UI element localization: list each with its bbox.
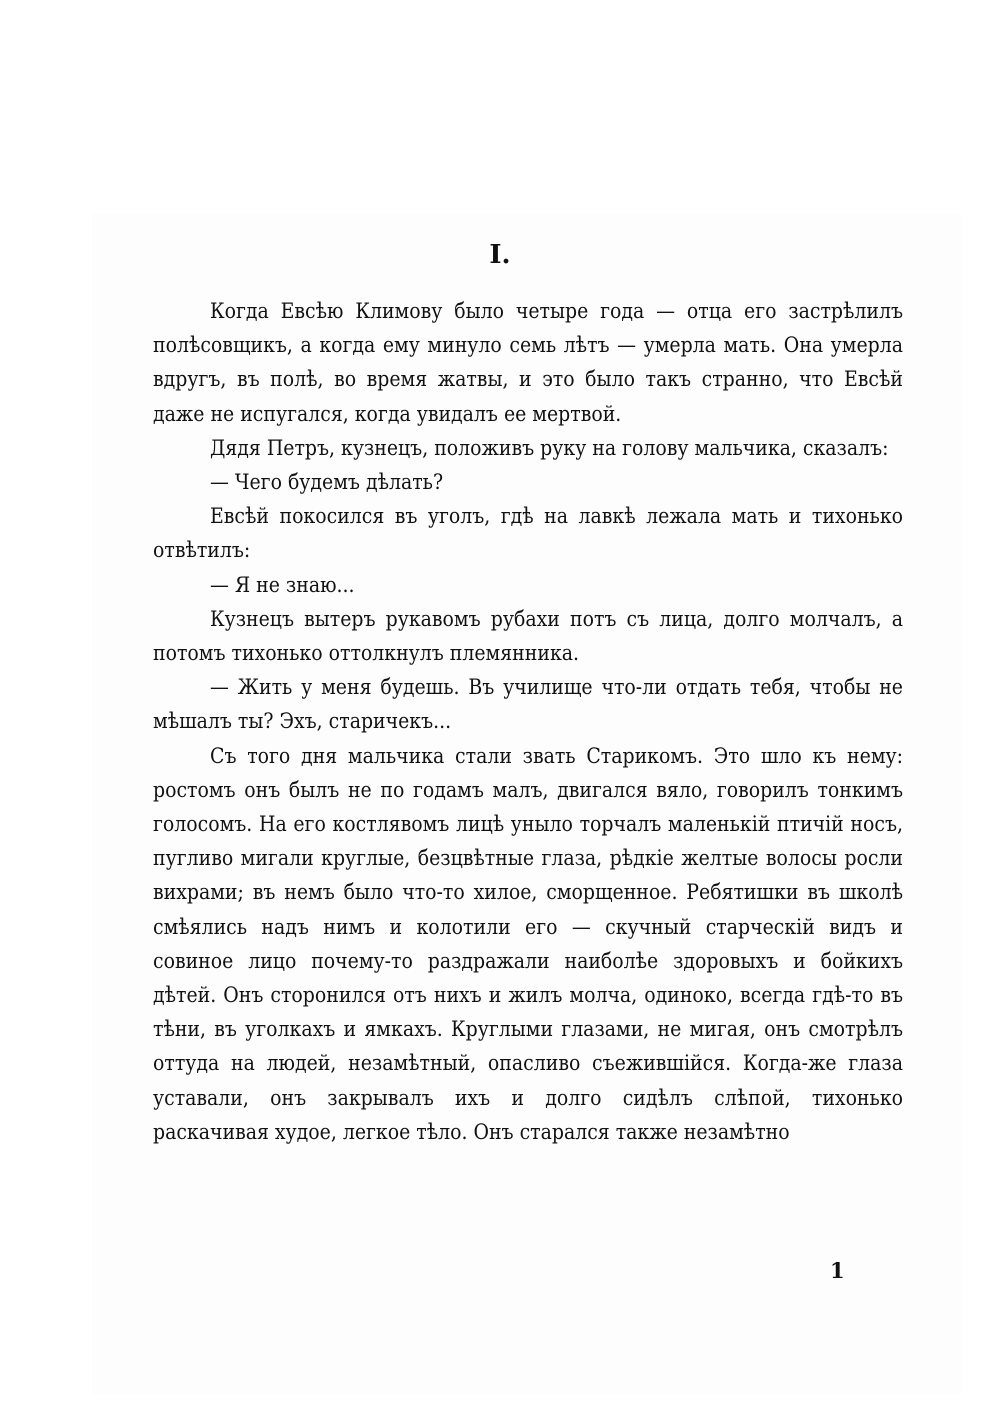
paragraph: — Чего будемъ дѣлать? (210, 470, 444, 495)
paragraph: Когда Евсѣю Климову было четыре года — отца его застрѣлилъ полѣсовщикъ, а когда ему минуло семь лѣтъ — умерла мать. Она умерла вдругъ, въ полѣ, во время жатвы, и это было такъ странно, что Евсѣй даже не испугался, когда увидалъ ее мертвой. (153, 299, 903, 426)
body-text (153, 294, 903, 1149)
paragraph: Кузнецъ вытеръ рукавомъ рубахи потъ съ лица, долго молчалъ, а потомъ тихонько оттолкнулъ племянника. (153, 606, 903, 666)
paragraph: — Я не знаю... (210, 572, 355, 597)
paragraph: Дядя Петръ, кузнецъ, положивъ руку на голову мальчика, сказалъ: (210, 435, 889, 460)
page-number: 1 (830, 1258, 845, 1283)
paragraph: Съ того дня мальчика стали звать Старикомъ. Это шло къ нему: ростомъ онъ былъ не по годамъ малъ, двигался вяло, говорилъ тонкимъ голосомъ. На его костлявомъ лицѣ уныло торчалъ маленькій птичій носъ, пугливо мигали круглые, безцвѣтные глаза, рѣдкіе желтые волосы росли вихрами; въ немъ было что-то хилое, сморщенное. Ребятишки въ школѣ смѣялись надъ нимъ и колотили его — скучный старческій видъ и совиное лицо почему-то раздражали наиболѣе здоровыхъ и бойкихъ дѣтей. Онъ сторонился отъ нихъ и жилъ молча, одиноко, всегда гдѣ-то въ тѣни, въ уголкахъ и ямкахъ. Круглыми глазами, не мигая, онъ смотрѣлъ оттуда на людей, незамѣтный, опасливо съежившійся. Когда-же глаза уставали, онъ закрывалъ ихъ и долго сидѣлъ слѣпой, тихонько раскачивая худое, легкое тѣло. Онъ старался также незамѣтно (153, 743, 903, 1144)
paragraph: Евсѣй покосился въ уголъ, гдѣ на лавкѣ лежала мать и тихонько отвѣтилъ: (153, 504, 903, 563)
paragraph: — Жить у меня будешь. Въ училище что-ли отдать тебя, чтобы не мѣшалъ ты? Эхъ, старичекъ... (153, 675, 903, 734)
chapter-heading: I. (489, 240, 511, 270)
